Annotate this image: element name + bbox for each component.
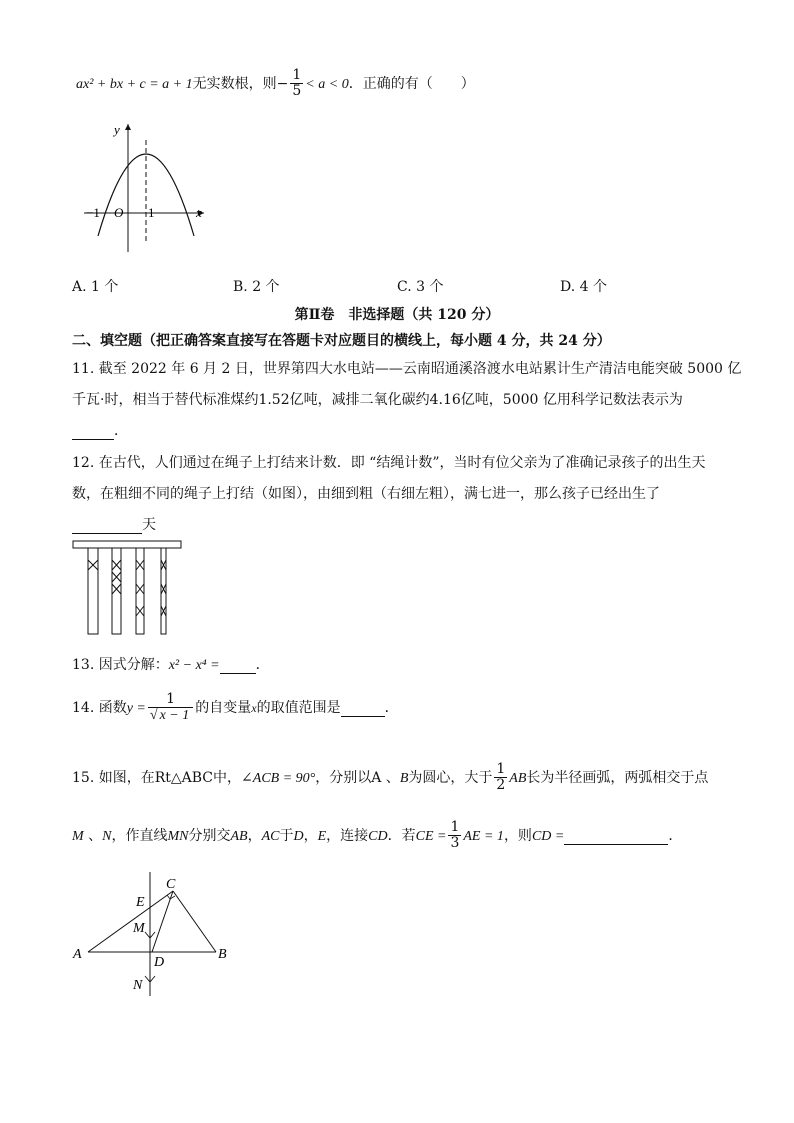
part2-title: 第Ⅱ卷 非选择题（共 120 分） <box>294 307 500 323</box>
q10-option-a[interactable]: A. 1 个 <box>72 279 119 295</box>
label-a: A <box>73 947 82 962</box>
q12-rope-figure <box>72 538 184 638</box>
q11-answer-line: ． <box>72 420 128 440</box>
q12-unit: 天 <box>142 517 156 533</box>
neg1-label: −1 <box>86 205 100 220</box>
q15-line1: 15. 如图，在Rt△ABC中，∠ACB = 90°，分别以A 、B为圆心，大于 $\frac{1}{2}$ AB长为半径画弧，两弧相交于点 <box>72 761 709 794</box>
q10-text1: 无实数根，则 <box>192 75 277 92</box>
q13-expression: x² − x⁴ = <box>168 658 220 673</box>
q10-text2: ．正确的有（ ） <box>348 75 475 92</box>
y-label: y <box>114 122 120 137</box>
side-bc <box>173 891 216 952</box>
side-ac <box>88 891 173 952</box>
q14-lhs: y = <box>126 700 146 716</box>
q15-half: $\frac{1}{2}$ <box>496 761 506 794</box>
label-e: E <box>136 895 145 910</box>
q12-line1: 12. 在古代，人们通过在绳子上打结来计数．即 “结绳计数”，当时有位父亲为了准确记录孩子的出生天 <box>72 455 706 471</box>
q10-option-d[interactable]: D. 4 个 <box>560 279 607 295</box>
q10-fraction: $\frac{1}{5}$ <box>292 67 302 100</box>
x-label: x <box>196 205 202 220</box>
q10-parabola-graph <box>76 118 216 258</box>
q14-fraction: $\frac{1}{√ x - 1}$ <box>148 692 193 724</box>
q15-blank[interactable] <box>564 828 668 845</box>
q11-blank[interactable] <box>72 423 114 440</box>
q15-triangle-figure <box>70 868 240 1000</box>
q11-line1: 11. 截至 2022 年 6 月 2 日，世界第四大水电站——云南昭通溪洛渡水电站累计生产清洁电能突破 5000 亿 <box>72 361 742 377</box>
q12-line2: 数，在粗细不同的绳子上打结（如图），由细到粗（右细左粗），满七进一，那么孩子已经出生了 <box>72 486 660 502</box>
label-n: N <box>133 978 143 993</box>
q10-option-c[interactable]: C. 3 个 <box>397 279 444 295</box>
origin-label: O <box>114 205 124 220</box>
q10-minus: − <box>276 75 289 92</box>
q12-blank[interactable] <box>72 517 142 534</box>
rope-bar <box>73 541 181 548</box>
label-m: M <box>133 921 145 936</box>
q12-answer-line <box>72 514 156 534</box>
label-d: D <box>154 955 165 970</box>
q14-blank[interactable] <box>341 700 385 717</box>
label-b: B <box>218 947 227 962</box>
section-heading: 二、填空题（把正确答案直接写在答题卡对应题目的横线上，每小题 4 分，共 24 分） <box>72 333 611 349</box>
segment-cd <box>152 891 173 952</box>
q10-option-b[interactable]: B. 2 个 <box>233 279 280 295</box>
q11-line2: 千瓦·时，相当于替代标准煤约1.52亿吨，减排二氧化碳约4.16亿吨，5000 亿用科学记数法表示为 <box>72 392 683 408</box>
q15-third: $\frac{1}{3}$ <box>450 819 460 852</box>
q10-line <box>76 68 475 100</box>
q10-inequality: < a < 0 <box>305 76 349 92</box>
q14-line: 14. 函数y = $\frac{1}{√ x - 1}$ 的自变量x的取值范围是 ． <box>72 691 399 724</box>
q13-blank[interactable] <box>220 657 256 674</box>
q13-line: 13. 因式分解：x² − x⁴ = ． <box>72 657 270 673</box>
one-label: 1 <box>148 205 155 220</box>
q15-line2: M 、N，作直线MN分别交AB，AC于D，E，连接CD．若CE = $\frac{1}{3}$ AE = 1，则CD = ． <box>72 819 683 852</box>
q10-equation: ax² + bx + c = a + 1 <box>76 76 193 92</box>
label-c: C <box>166 877 176 892</box>
